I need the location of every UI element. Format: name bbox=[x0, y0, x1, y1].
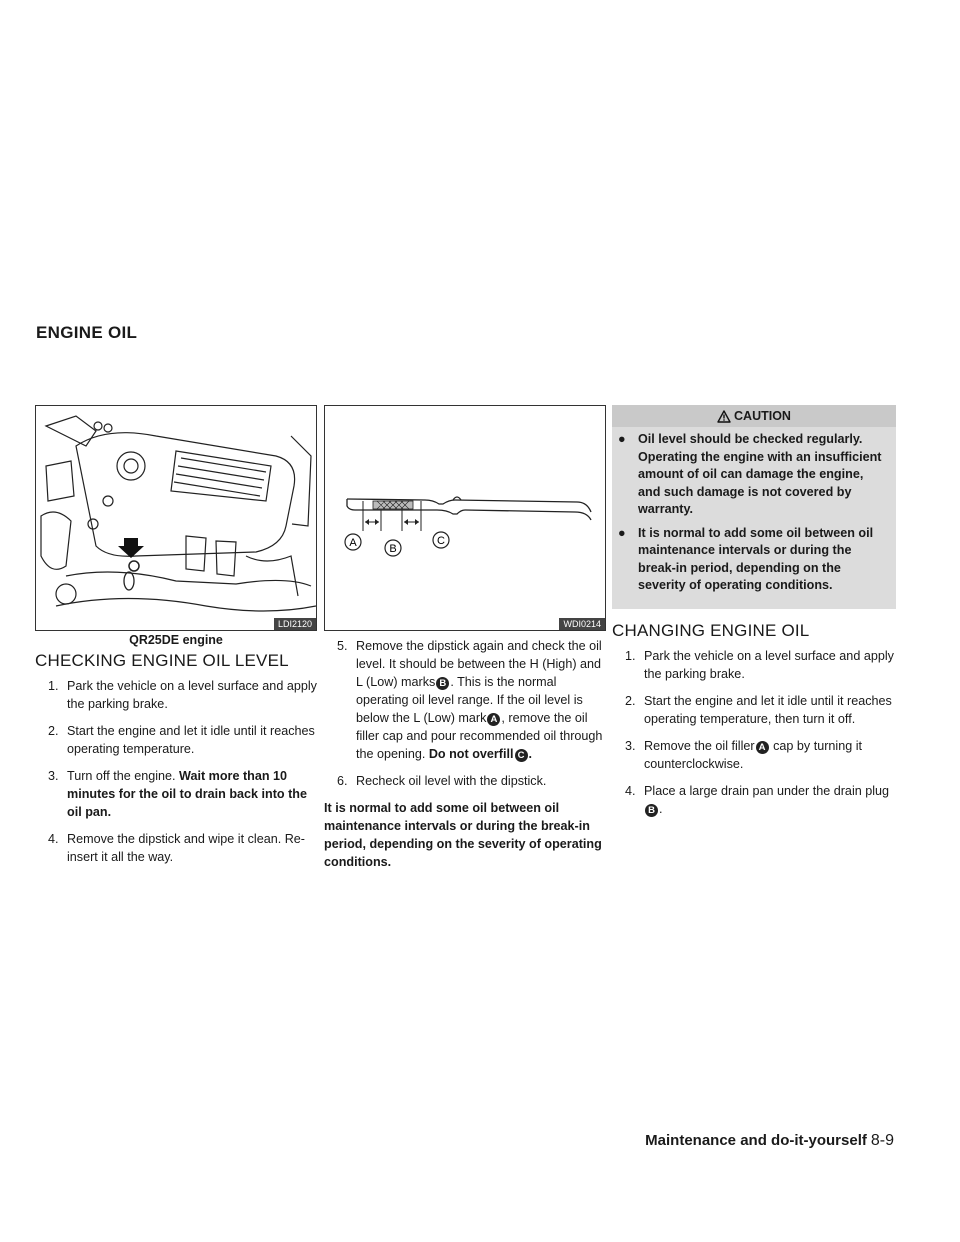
dipstick-callouts bbox=[325, 406, 606, 631]
marker-b: B bbox=[436, 677, 449, 690]
callout-a: A bbox=[349, 537, 357, 549]
page-number: 8-9 bbox=[870, 1132, 894, 1149]
marker-a: A bbox=[756, 741, 769, 754]
caution-title: CAUTION bbox=[734, 409, 791, 423]
caution-header bbox=[612, 405, 896, 427]
figure-code: WDI0214 bbox=[559, 618, 605, 630]
section-title: ENGINE OIL bbox=[36, 323, 138, 342]
figure-caption: QR25DE engine bbox=[129, 633, 223, 647]
marker-c: C bbox=[515, 749, 528, 762]
engine-figure bbox=[35, 405, 317, 631]
callout-b: B bbox=[389, 543, 397, 555]
list-item: 1. Park the vehicle on a level surface and apply the parking brake. bbox=[625, 648, 894, 681]
page-footer bbox=[645, 1132, 894, 1150]
marker-a: A bbox=[487, 713, 500, 726]
callout-c: C bbox=[437, 535, 445, 547]
caution-box bbox=[612, 405, 896, 609]
footer-section: Maintenance and do-it-yourself bbox=[645, 1132, 867, 1149]
list-item: 3. Turn off the engine. Wait more than 10 minutes for the oil to drain back into the oil pan. bbox=[48, 769, 307, 819]
list-item: 3. Remove the oil filler A cap by turning it counterclockwise. bbox=[625, 738, 863, 771]
checking-steps-continued bbox=[324, 637, 606, 790]
column-right bbox=[612, 405, 896, 827]
checking-steps bbox=[35, 677, 317, 866]
list-item: 5. Remove the dipstick again and check the oil level. It should be between the H (High) and L (Low) marks B . This is the normal operating oil level range. If the oil level is below the L (Low) mark A , remove the oil filler cap and pour recommended oil through the opening. Do not overfill C . bbox=[337, 639, 603, 761]
column-middle bbox=[324, 405, 606, 871]
column-left bbox=[35, 405, 317, 875]
list-item: ● It is normal to add some oil between oil maintenance intervals or during the break-in period, depending on the severity of operating conditions. bbox=[618, 525, 874, 592]
changing-steps bbox=[612, 647, 896, 818]
engine-illustration bbox=[36, 406, 317, 631]
bullet-icon: ● bbox=[618, 525, 626, 540]
dipstick-figure bbox=[324, 405, 606, 631]
oil-note: It is normal to add some oil between oil maintenance intervals or during the break-in period, depending on the severity of operating conditions. bbox=[324, 801, 602, 869]
list-item: 4. Remove the dipstick and wipe it clean. Re-insert it all the way. bbox=[48, 832, 305, 864]
list-item: 2. Start the engine and let it idle until it reaches operating temperature, then turn it off. bbox=[625, 693, 892, 726]
caution-list bbox=[612, 431, 896, 595]
list-item: 2. Start the engine and let it idle until it reaches operating temperature. bbox=[48, 724, 315, 756]
marker-b: B bbox=[645, 804, 658, 817]
list-item: ● Oil level should be checked regularly. Operating the engine with an insufficient amount of oil can damage the engine, and such damage is not covered by warranty. bbox=[618, 432, 882, 516]
warning-icon bbox=[717, 410, 731, 423]
list-item: 4. Place a large drain pan under the drain plug B . bbox=[625, 783, 890, 816]
bullet-icon: ● bbox=[618, 432, 626, 446]
changing-heading: CHANGING ENGINE OIL bbox=[612, 620, 810, 640]
list-item: 6. Recheck oil level with the dipstick. bbox=[337, 774, 547, 788]
checking-heading: CHECKING ENGINE OIL LEVEL bbox=[35, 651, 289, 670]
figure-code: LDI2120 bbox=[274, 618, 316, 630]
list-item: 1. Park the vehicle on a level surface and apply the parking brake. bbox=[48, 679, 317, 711]
